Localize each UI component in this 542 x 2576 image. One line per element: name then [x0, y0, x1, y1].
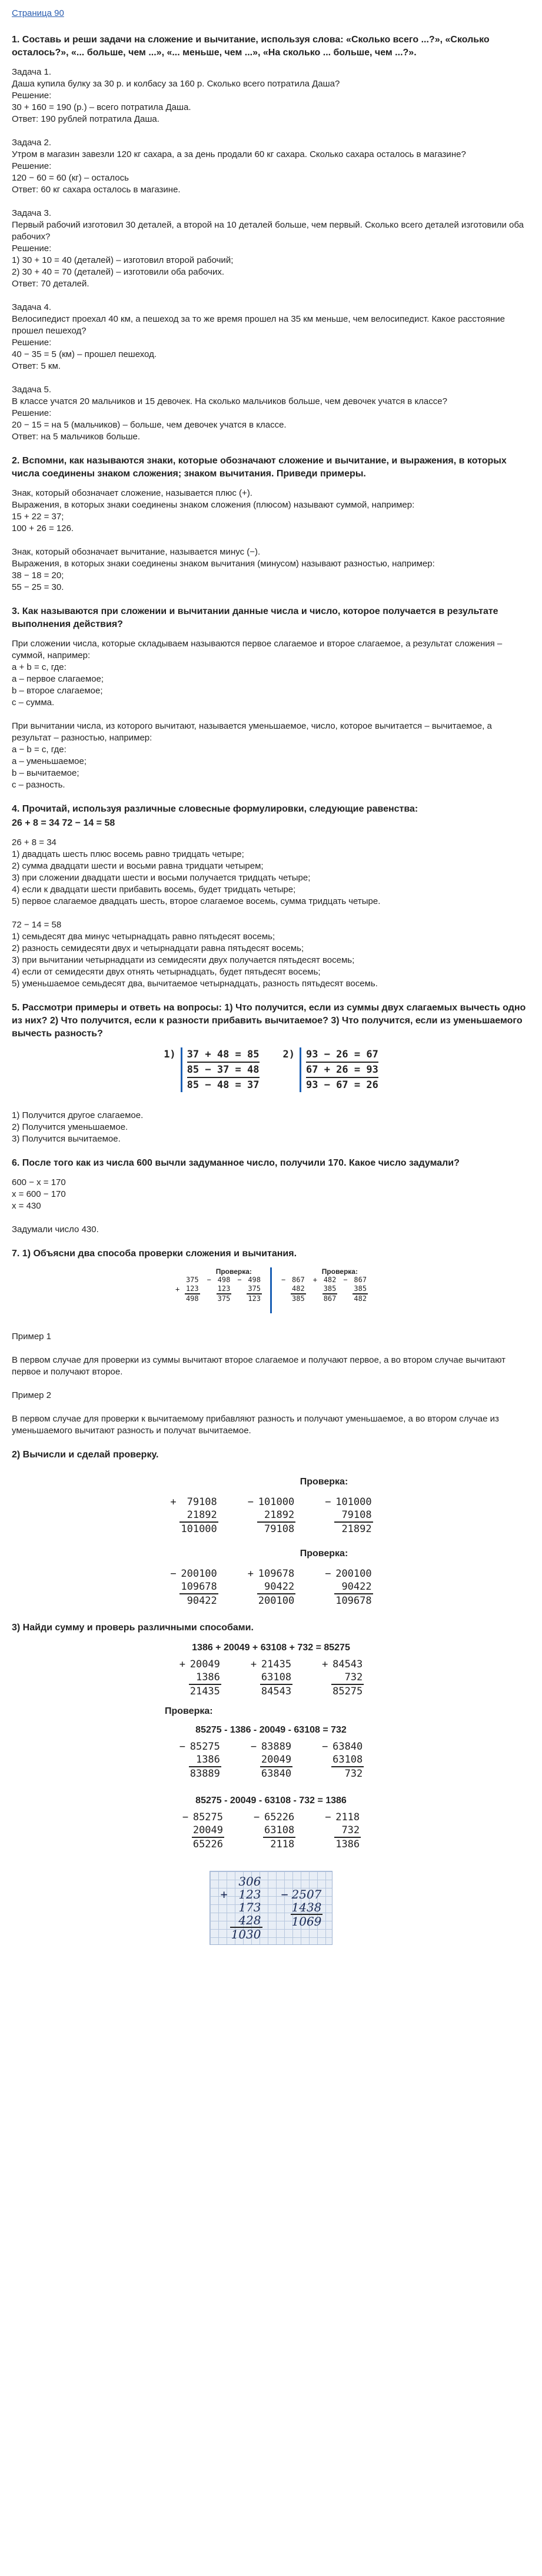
task3-para2 [12, 720, 530, 791]
box1 [181, 1047, 260, 1092]
text-line: 55 − 25 = 30. [12, 582, 64, 592]
problem-line: Решение: [12, 243, 52, 253]
column-calc: + 84543 732 85275 [322, 1659, 363, 1697]
problem-name: Задача 2. [12, 138, 52, 148]
ex2-check1: + 482 385 867 [312, 1276, 337, 1303]
eq2: 85275 - 1386 - 20049 - 63108 = 732 [195, 1725, 347, 1735]
problem [12, 302, 530, 372]
handwritten-image [12, 1871, 530, 1945]
ex1-sum: 375 + 123 498 [175, 1276, 199, 1303]
text-line: 1) семьдесят два минус четырнадцать равно пятьдесят восемь; [12, 932, 275, 942]
text-line: Знак, который обозначает вычитание, называется минус (−). [12, 547, 261, 557]
text-line: b – вычитаемое; [12, 768, 79, 778]
text-line: 72 − 14 = 58 [12, 920, 62, 930]
column-calc: + 79108 21892 101000 [170, 1496, 217, 1535]
box2-line: 67 + 26 = 93 [306, 1063, 378, 1078]
task2-para1 [12, 488, 530, 535]
text-line: 26 + 8 = 34 [12, 837, 56, 847]
text-line: 5) первое слагаемое двадцать шесть, второе слагаемое восемь, сумма тридцать четыре. [12, 896, 381, 906]
text-line: a + b = c, где: [12, 662, 66, 672]
problem-line: Решение: [12, 91, 52, 101]
task1-problems [12, 66, 530, 443]
text-line: Выражения, в которых знаки соединены знаком сложения (плюсом) называют суммой, например: [12, 500, 415, 510]
box1-line: 85 − 37 = 48 [187, 1063, 260, 1078]
calc-row-2 [12, 1567, 530, 1607]
text-line: 600 − x = 170 [12, 1177, 66, 1187]
example2-label: Пример 2 [12, 1390, 52, 1400]
column-calc: − 101000 79108 21892 [325, 1496, 372, 1535]
problem-line: Ответ: 60 кг сахара осталось в магазине. [12, 185, 181, 195]
task2-title: 2. Вспомни, как называются знаки, которые обозначают сложение и вычитание, и выражения, в которых числа соединены знаком сложения; знаком вычитания. Приведи примеры. [12, 456, 507, 479]
column-calc: − 65226 63108 2118 [254, 1811, 295, 1850]
text-line: 4) если к двадцати шести прибавить восемь, будет тридцать четыре; [12, 885, 296, 895]
box2-line: 93 − 67 = 26 [305, 1079, 378, 1091]
page-link[interactable]: Страница 90 [12, 8, 64, 18]
check-row-2 [12, 1811, 530, 1851]
check-label-1: Проверка: [300, 1477, 348, 1487]
ex1-check-label: Проверка: [215, 1267, 252, 1276]
problem-line: 40 − 35 = 5 (км) – прошел пешеход. [12, 349, 157, 359]
text-line: a − b = c, где: [12, 745, 66, 755]
box2-label: 2) [282, 1049, 295, 1060]
box1-line: 85 − 48 = 37 [187, 1079, 260, 1091]
column-calc: − 63840 63108 732 [322, 1741, 363, 1780]
task1-title: 1. Составь и реши задачи на сложение и вычитание, используя слова: «Сколько всего ...?», «Сколько осталось?», «... больше, чем ...», «... меньше, чем ...», «На сколько ... больше, чем ...?». [12, 35, 490, 58]
text-line: 5) уменьшаемое семьдесят два, вычитаемое четырнадцать, разность пятьдесят восемь. [12, 979, 378, 989]
text-line: x = 600 − 170 [12, 1189, 66, 1199]
problem-line: Утром в магазин завезли 120 кг сахара, а за день продали 60 кг сахара. Сколько сахара осталось в магазине? [12, 149, 466, 159]
ex1-check2: − 498 375 123 [237, 1276, 261, 1303]
problem-line: Первый рабочий изготовил 30 деталей, а второй на 10 деталей больше, чем первый. Сколько всего деталей изготовили оба рабочих? [12, 220, 524, 242]
task7-2-title: 2) Вычисли и сделай проверку. [12, 1450, 159, 1460]
task4-title: 4. Прочитай, используя различные словесные формулировки, следующие равенства: [12, 804, 418, 814]
check-label-3: Проверка: [165, 1706, 213, 1716]
check-label-2: Проверка: [300, 1549, 348, 1559]
task5-title: 5. Рассмотри примеры и ответь на вопросы: 1) Что получится, если из суммы двух слагаемых вычесть одно из них? 2) Что получится, если к разности прибавить вычитаемое? 3) Что получится, если из уменьшаемого вычесть разность? [12, 1003, 526, 1039]
text-line: 2) Получится уменьшаемое. [12, 1122, 128, 1132]
text-line: 1) Получится другое слагаемое. [12, 1110, 144, 1120]
text-line: a – первое слагаемое; [12, 674, 104, 684]
text-line: x = 430 [12, 1201, 41, 1211]
column-calc: − 101000 21892 79108 [247, 1496, 295, 1535]
text-line: 1) двадцать шесть плюс восемь равно тридцать четыре; [12, 849, 244, 859]
column-calc: − 85275 20049 65226 [182, 1811, 224, 1850]
eq1: 1386 + 20049 + 63108 + 732 = 85275 [192, 1643, 350, 1653]
text-line: При вычитании числа, из которого вычитают, называется уменьшаемое, число, которое вычитается – вычитаемое, а результат – разностью, например: [12, 721, 492, 743]
example1-text: В первом случае для проверки из суммы вычитают второе слагаемое и получают первое, а во втором случае вычитают первое и получают второе. [12, 1355, 506, 1377]
text-line: Выражения, в которых знаки соединены знаком вычитания (минусом) называют разностью, например: [12, 559, 435, 569]
task4-subtitle: 26 + 8 = 34 72 − 14 = 58 [12, 818, 115, 828]
problem [12, 208, 530, 290]
column-calc: + 109678 90422 200100 [247, 1568, 295, 1607]
task7-title: 7. 1) Объясни два способа проверки сложения и вычитания. [12, 1249, 297, 1259]
box2 [300, 1047, 378, 1092]
problem-name: Задача 5. [12, 385, 52, 395]
problem-line: 2) 30 + 40 = 70 (деталей) – изготовили оба рабочих. [12, 267, 225, 277]
column-calc: + 20049 1386 21435 [179, 1659, 220, 1697]
check-row-1 [12, 1740, 530, 1780]
column-calc: − 200100 90422 109678 [325, 1568, 372, 1607]
text-line: c – сумма. [12, 698, 55, 708]
task3-title: 3. Как называются при сложении и вычитании данные числа и число, которое получается в результате выполнения действия? [12, 606, 498, 629]
problem-line: В классе учатся 20 мальчиков и 15 девочек. На сколько мальчиков больше, чем девочек учатся в классе? [12, 396, 447, 406]
text-line: 38 − 18 = 20; [12, 570, 64, 580]
text-line: a – уменьшаемое; [12, 756, 87, 766]
text-line: b – второе слагаемое; [12, 686, 103, 696]
text-line: При сложении числа, которые складываем называются первое слагаемое и второе слагаемое, а результат сложения – суммой, например: [12, 639, 503, 660]
problem-line: Ответ: 70 деталей. [12, 279, 89, 289]
task6-lines [12, 1177, 530, 1212]
text-line: 3) при вычитании четырнадцати из семидесяти двух получается пятьдесят восемь; [12, 955, 355, 965]
calc-block-1 [12, 1469, 530, 1491]
text-line: 2) разность семидесяти двух и четырнадцати равна пятьдесят восемь; [12, 943, 304, 953]
task2-para2 [12, 546, 530, 593]
task4-para1 [12, 837, 530, 907]
text-line: 15 + 22 = 37; [12, 512, 64, 522]
problem-name: Задача 3. [12, 208, 52, 218]
column-calc: − 85275 1386 83889 [179, 1741, 220, 1780]
problem [12, 66, 530, 125]
problem-line: 1) 30 + 10 = 40 (деталей) – изготовил второй рабочий; [12, 255, 234, 265]
ex1-check1: − 498 123 375 [207, 1276, 231, 1303]
problem-line: Ответ: 190 рублей потратила Даша. [12, 114, 159, 124]
hand-col1: 306 + 123 173 428 1030 [220, 1874, 261, 1941]
problem-line: Решение: [12, 338, 52, 348]
box2-line: 93 − 26 = 67 [306, 1047, 378, 1063]
example2-text: В первом случае для проверки к вычитаемому прибавляют разность и получают уменьшаемое, а во втором случае из уменьшаемого вычитают разность и получат вычитаемое. [12, 1414, 499, 1436]
task7-3-title: 3) Найди сумму и проверь различными способами. [12, 1623, 254, 1633]
calc-block-2 [12, 1540, 530, 1563]
problem-line: 20 − 15 = на 5 (мальчиков) – больше, чем девочек учатся в классе. [12, 420, 287, 430]
box1-label: 1) [164, 1049, 176, 1060]
task6-title: 6. После того как из числа 600 вычли задуманное число, получили 170. Какое число задумали? [12, 1158, 460, 1168]
divider [270, 1267, 272, 1313]
sum-row [12, 1658, 530, 1698]
text-line: 100 + 26 = 126. [12, 523, 74, 533]
problem [12, 384, 530, 443]
problem [12, 137, 530, 196]
task5-answers [12, 1110, 530, 1145]
eq3: 85275 - 20049 - 63108 - 732 = 1386 [195, 1796, 347, 1806]
problem-line: Решение: [12, 161, 52, 171]
ex2-check2: − 867 385 482 [343, 1276, 367, 1303]
text-line: c – разность. [12, 780, 65, 790]
task4-para2 [12, 919, 530, 990]
task5-examples [12, 1047, 530, 1092]
text-line: Знак, который обозначает сложение, называется плюс (+). [12, 488, 252, 498]
problem-line: 30 + 160 = 190 (р.) – всего потратила Даша. [12, 102, 191, 112]
text-line: 3) Получится вычитаемое. [12, 1134, 121, 1144]
ex2-check-label: Проверка: [321, 1267, 358, 1276]
task3-para1 [12, 638, 530, 709]
calc-row-1 [12, 1496, 530, 1536]
example1-label: Пример 1 [12, 1332, 52, 1342]
problem-line: Велосипедист проехал 40 км, а пешеход за то же время прошел на 35 км меньше, чем велосипедист. Какое расстояние прошел пешеход? [12, 314, 505, 336]
problem-line: Ответ: 5 км. [12, 361, 61, 371]
column-calc: − 2118 732 1386 [325, 1811, 360, 1850]
box1-line: 37 + 48 = 85 [187, 1047, 260, 1063]
task6-answer: Задумали число 430. [12, 1224, 99, 1234]
task7-examples [12, 1267, 530, 1313]
problem-name: Задача 4. [12, 302, 52, 312]
ex2-diff: − 867 482 385 [281, 1276, 305, 1303]
text-line: 4) если от семидесяти двух отнять четырнадцать, будет пятьдесят восемь; [12, 967, 321, 977]
problem-name: Задача 1. [12, 67, 52, 77]
text-line: 3) при сложении двадцати шести и восьми получается тридцать четыре; [12, 873, 311, 883]
column-calc: + 21435 63108 84543 [250, 1659, 292, 1697]
problem-line: Ответ: на 5 мальчиков больше. [12, 432, 141, 442]
problem-line: 120 − 60 = 60 (кг) – осталось [12, 173, 129, 183]
column-calc: − 83889 20049 63840 [250, 1741, 292, 1780]
column-calc: − 200100 109678 90422 [170, 1568, 217, 1607]
problem-line: Даша купила булку за 30 р. и колбасу за 160 р. Сколько всего потратила Даша? [12, 79, 340, 89]
text-line: 2) сумма двадцати шести и восьми равна тридцати четырем; [12, 861, 264, 871]
hand-col2: − 2507 1438 1069 [281, 1887, 322, 1928]
problem-line: Решение: [12, 408, 52, 418]
